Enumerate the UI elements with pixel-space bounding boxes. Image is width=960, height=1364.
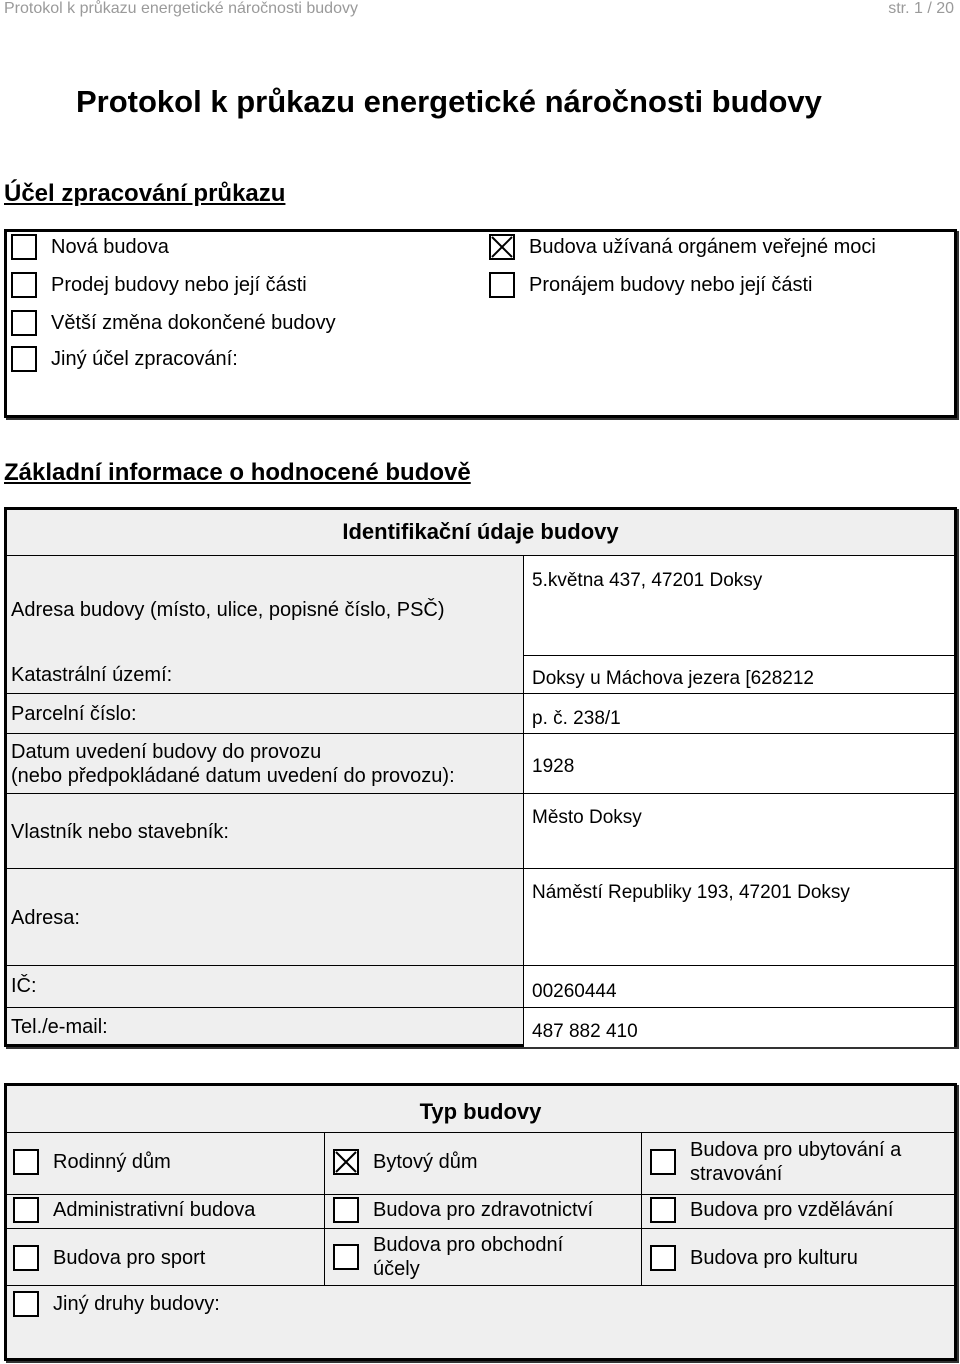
identification-table xyxy=(4,507,957,1047)
checkbox-label: Pronájem budovy nebo její části xyxy=(529,273,813,296)
checkbox[interactable] xyxy=(13,1149,39,1175)
checkbox-label: Jiný druhy budovy: xyxy=(53,1293,220,1315)
checkbox-label: Budova pro sport xyxy=(53,1247,206,1269)
purpose-option-new[interactable] xyxy=(11,234,169,260)
type-option-family-house[interactable] xyxy=(13,1149,171,1175)
type-option-sport[interactable] xyxy=(13,1245,205,1271)
purpose-option-sale[interactable] xyxy=(11,272,307,298)
purpose-option-other[interactable] xyxy=(11,346,238,372)
document-title: Protokol k průkazu energetické náročnosti budovy xyxy=(76,84,822,119)
row-value: 487 882 410 xyxy=(523,1008,954,1047)
type-option-culture[interactable] xyxy=(650,1245,858,1271)
type-option-commercial[interactable] xyxy=(333,1233,623,1281)
checkbox-label: Jiný účel zpracování: xyxy=(51,347,238,370)
table-row-address xyxy=(7,555,954,655)
row-value: 1928 xyxy=(523,734,954,793)
checkbox-checked[interactable] xyxy=(489,234,515,260)
row-value: 5.května 437, 47201 Doksy xyxy=(523,556,954,655)
row-value: Město Doksy xyxy=(523,794,954,868)
row-label: Vlastník nebo stavebník: xyxy=(11,821,229,843)
table-row-owner-address xyxy=(7,868,954,965)
checkbox-label: Budova pro vzdělávání xyxy=(690,1199,894,1221)
checkbox[interactable] xyxy=(650,1245,676,1271)
checkbox[interactable] xyxy=(489,272,515,298)
row-label-secondary: (nebo předpokládané datum uvedení do provozu): xyxy=(11,765,455,787)
row-label: IČ: xyxy=(11,975,37,997)
checkbox[interactable] xyxy=(333,1244,359,1270)
row-label: Adresa: xyxy=(11,907,80,929)
checkbox[interactable] xyxy=(13,1245,39,1271)
checkbox-label: Rodinný dům xyxy=(53,1151,171,1173)
identification-table-title: Identifikační údaje budovy xyxy=(342,519,619,544)
checkbox[interactable] xyxy=(11,310,37,336)
checkbox-label: Budova pro zdravotnictví xyxy=(373,1199,594,1221)
table-row-parcel xyxy=(7,693,954,733)
basic-info-heading: Základní informace o hodnocené budově xyxy=(4,459,471,486)
building-type-table xyxy=(4,1083,957,1361)
row-label: Adresa budovy (místo, ulice, popisné číslo, PSČ) xyxy=(11,599,445,621)
row-value: 00260444 xyxy=(523,966,954,1007)
checkbox[interactable] xyxy=(11,272,37,298)
table-row-contact xyxy=(7,1007,954,1047)
type-option-accommodation[interactable] xyxy=(650,1138,940,1186)
row-value: p. č. 238/1 xyxy=(523,694,954,733)
purpose-heading: Účel zpracování průkazu xyxy=(4,180,286,207)
page-number: str. 1 / 20 xyxy=(888,0,954,17)
checkbox-label: Bytový dům xyxy=(373,1151,478,1173)
checkbox[interactable] xyxy=(650,1149,676,1175)
table-row-date xyxy=(7,733,954,793)
checkbox-checked[interactable] xyxy=(333,1149,359,1175)
building-type-title: Typ budovy xyxy=(419,1099,542,1124)
purpose-option-rent[interactable] xyxy=(489,272,813,298)
checkbox[interactable] xyxy=(13,1291,39,1317)
type-option-education[interactable] xyxy=(650,1197,893,1223)
checkbox[interactable] xyxy=(11,234,37,260)
table-row-ico xyxy=(7,965,954,1007)
checkbox-label: Budova pro ubytování a stravování xyxy=(690,1139,902,1185)
checkbox-label: Prodej budovy nebo její části xyxy=(51,273,307,296)
checkbox-label: Nová budova xyxy=(51,235,169,258)
divider xyxy=(7,1285,954,1286)
checkbox[interactable] xyxy=(13,1197,39,1223)
purpose-option-public[interactable] xyxy=(489,234,876,260)
checkbox[interactable] xyxy=(650,1197,676,1223)
row-label: Tel./e-mail: xyxy=(11,1016,108,1038)
divider xyxy=(324,1132,325,1285)
checkbox-label: Budova pro obchodní účely xyxy=(373,1234,564,1280)
divider xyxy=(7,1194,954,1195)
type-option-healthcare[interactable] xyxy=(333,1197,593,1223)
divider xyxy=(7,1228,954,1229)
table-row-owner xyxy=(7,793,954,868)
table-row-cadastral xyxy=(7,655,954,693)
divider xyxy=(7,1132,954,1133)
row-value: Doksy u Máchova jezera [628212 xyxy=(523,655,954,693)
type-option-administrative[interactable] xyxy=(13,1197,255,1223)
row-label: Katastrální území: xyxy=(11,664,173,686)
checkbox-label: Budova pro kulturu xyxy=(690,1247,858,1269)
checkbox-label: Větší změna dokončené budovy xyxy=(51,311,336,334)
type-option-apartment-house[interactable] xyxy=(333,1149,477,1175)
checkbox[interactable] xyxy=(333,1197,359,1223)
row-value: Náměstí Republiky 193, 47201 Doksy xyxy=(523,869,954,965)
row-label: Datum uvedení budovy do provozu xyxy=(11,741,322,763)
divider xyxy=(641,1132,642,1285)
type-option-other[interactable] xyxy=(13,1291,220,1317)
checkbox-label: Administrativní budova xyxy=(53,1199,256,1221)
check-x-icon xyxy=(335,1151,357,1173)
checkbox[interactable] xyxy=(11,346,37,372)
check-x-icon xyxy=(491,236,513,258)
row-label: Parcelní číslo: xyxy=(11,703,137,725)
purpose-option-change[interactable] xyxy=(11,310,336,336)
checkbox-label: Budova užívaná orgánem veřejné moci xyxy=(529,235,876,258)
page-header-title: Protokol k průkazu energetické náročnosti budovy xyxy=(4,0,358,17)
